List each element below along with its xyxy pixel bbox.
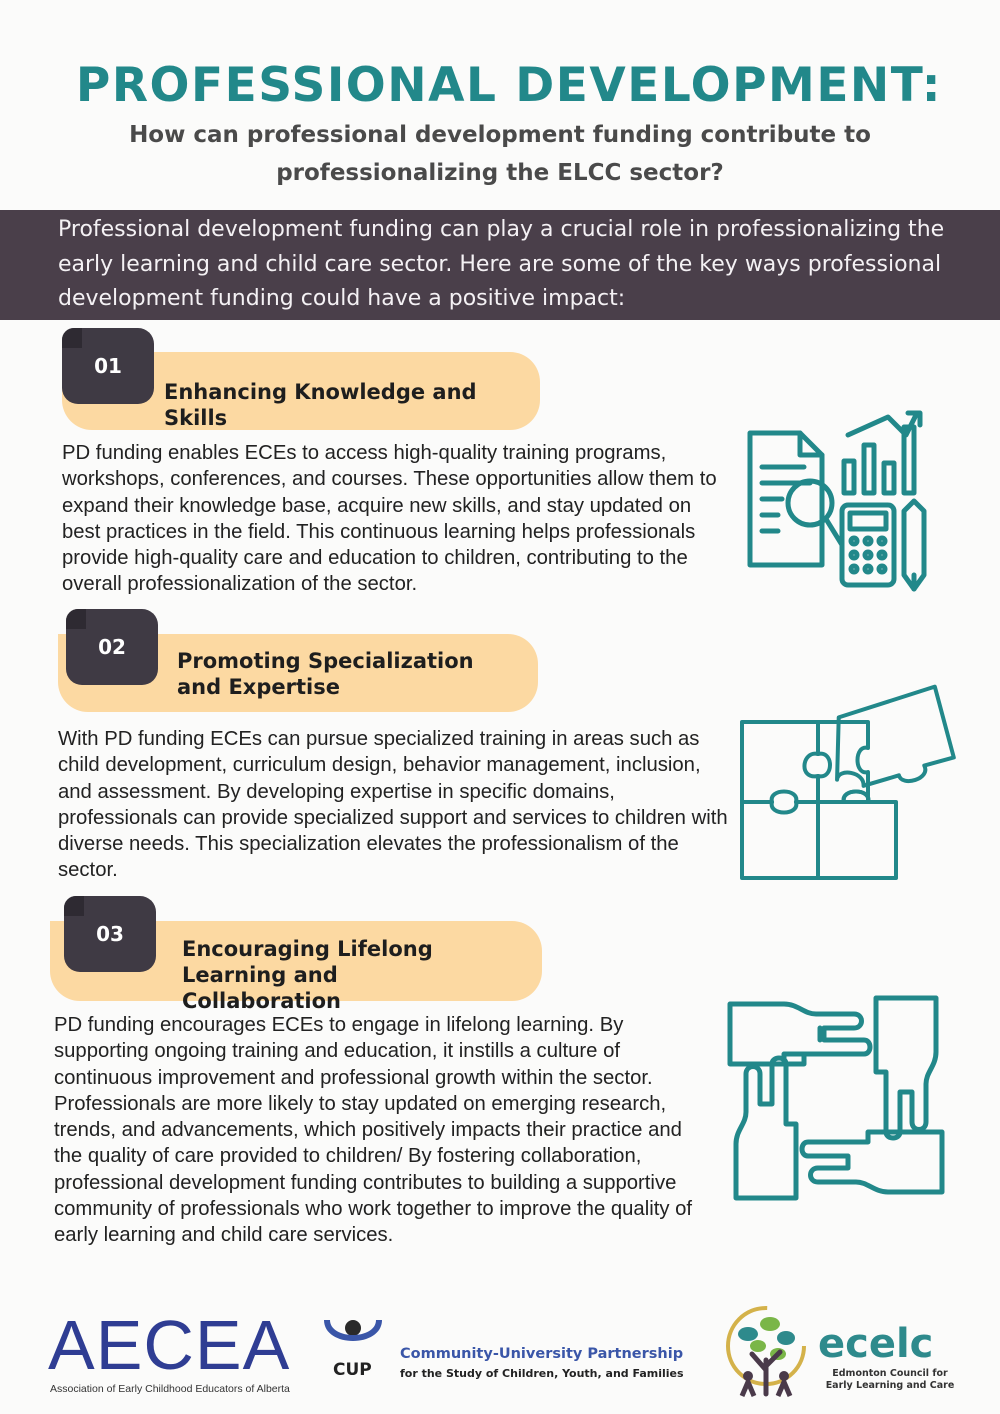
cup-logo-abbr: CUP	[333, 1360, 372, 1380]
joined-hands-icon	[724, 992, 948, 1204]
section-1-number: 01	[94, 354, 122, 378]
section-3-heading: Encouraging Lifelong Learning and Collaboration	[182, 937, 433, 1013]
intro-banner	[0, 210, 1000, 320]
partner-logos	[0, 1300, 1000, 1410]
section-3-number-tab	[64, 896, 156, 972]
aecea-logo-name: AECEA	[48, 1306, 291, 1384]
section-1-heading: Enhancing Knowledge and Skills	[164, 380, 477, 430]
section-3-number: 03	[96, 922, 124, 946]
section-2-heading: Promoting Specialization and Expertise	[177, 649, 474, 699]
ecelc-logo-name: ecelc	[818, 1321, 934, 1367]
page-title: PROFESSIONAL DEVELOPMENT:	[75, 58, 943, 113]
section-1-body: PD funding enables ECEs to access high-quality training programs, workshops, conferences, and courses. These opportunities allow them to expand their knowledge base, acquire new skills, and stay updated on best practices in the field. This continuous learning helps professionals provide high-quality care and education to children, contributing to the overall professionalization of the sector.	[62, 442, 717, 596]
ecelc-logo-fullname: Edmonton Council for Early Learning and Care	[825, 1368, 955, 1391]
aecea-logo-fullname: Association of Early Childhood Educators of Alberta	[50, 1383, 290, 1395]
cup-logo-title: Community-University Partnership	[400, 1346, 684, 1362]
puzzle-icon	[738, 684, 958, 884]
section-2-body: With PD funding ECEs can pursue specialized training in areas such as child development, curriculum design, behavior management, inclusion, and assessment. By developing expertise in specific domains, professionals can provide specialized support and services to children with diverse needs. This specialization elevates the professionalism of the sector.	[58, 728, 728, 882]
section-2-number: 02	[98, 635, 126, 659]
section-1-number-tab	[62, 328, 154, 404]
cup-logo-subtitle: for the Study of Children, Youth, and Families	[400, 1367, 684, 1380]
intro-text: Professional development funding can play a crucial role in professionalizing the early learning and child care sector. Here are some of the key ways professional development funding could have a positive impact:	[58, 217, 945, 311]
section-2-number-tab	[66, 609, 158, 685]
section-3-body: PD funding encourages ECEs to engage in lifelong learning. By supporting ongoing training and education, it instills a culture of continuous improvement and professional growth within the sector. Professionals are more likely to stay updated on emerging research, trends, and advancements, which positively impacts their practice and the quality of care provided to children/ By fostering collaboration, professional development funding contributes to building a supportive community of professionals who work together to improve the quality of early learning and child care services.	[54, 1014, 693, 1247]
page-subtitle: How can professional development funding contribute to professionalizing the ELCC sector?	[129, 122, 871, 186]
cup-logo-mark	[318, 1314, 388, 1360]
ecelc-tree-icon	[718, 1304, 814, 1400]
document-chart-calculator-icon	[738, 405, 953, 595]
